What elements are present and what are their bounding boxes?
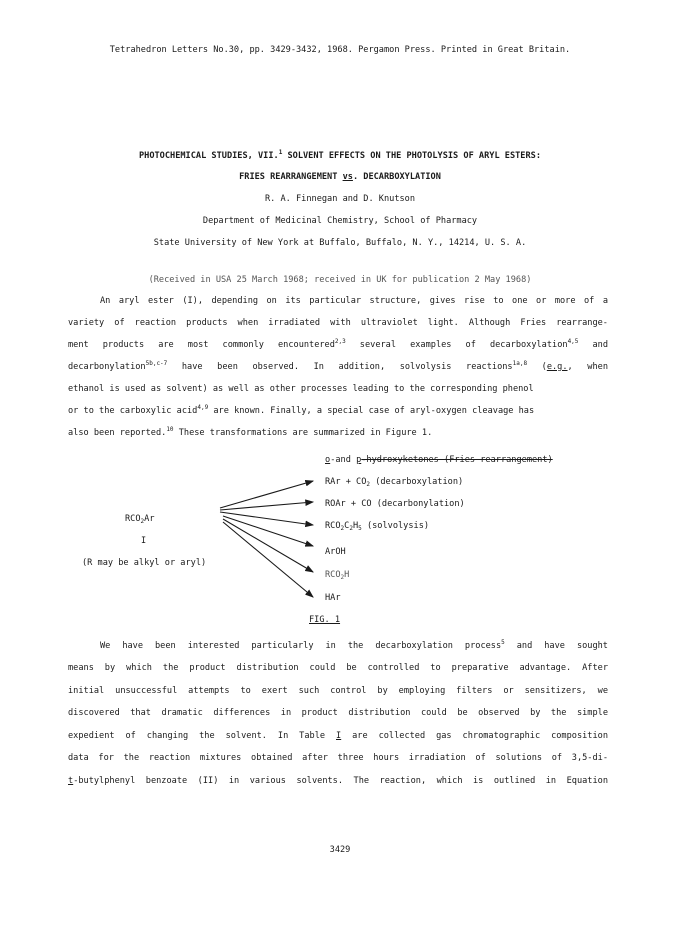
intro-line-7: also been reported.$^{10}$ These transformations are summarized in Figure 1. — [68, 426, 433, 438]
intro-line-4: decarbonylation$^{5b,c-7}$ have been observed. In addition, solvolysis reactions$^{1a,8}$ (e.g., when — [68, 360, 608, 372]
intro-line-2: variety of reaction products when irradiated with ultraviolet light. Although Fries rearrange- — [68, 318, 608, 328]
arrow-to-decarboxylation — [220, 481, 313, 508]
affiliation-line-2: State University of New York at Buffalo, Buffalo, N. Y., 14214, U. S. A. — [153, 238, 527, 248]
article-title-line-2: FRIES REARRANGEMENT vs. DECARBOXYLATION — [239, 172, 441, 182]
intro-line-3: ment products are most commonly encountered$^{2,3}$ several examples of decarboxylation$^{4,5}$ and — [68, 338, 608, 350]
product-decarbonylation: ROAr + CO (decarbonylation) — [325, 499, 465, 509]
reactant-note: (R may be alkyl or aryl) — [82, 558, 207, 568]
journal-header: Tetrahedron Letters No.30, pp. 3429-3432, 1968. Pergamon Press. Printed in Great Britain. — [109, 45, 571, 55]
body-line-2: means by which the product distribution could be controlled to preparative advantage. After — [68, 663, 608, 673]
body-line-3: initial unsuccessful attempts to exert such control by employing filters or sensitizers, we — [68, 686, 608, 696]
product-solvolysis: $RCO_2C_2H_5$ (solvolysis) — [325, 521, 430, 532]
product-decarboxylation: RAr + $CO_2$ (decarboxylation) — [325, 477, 464, 488]
reactant-label: I — [141, 536, 147, 546]
arrow-to-phenol — [223, 516, 313, 546]
article-title-line-1: PHOTOCHEMICAL STUDIES, VII.$^1$ SOLVENT EFFECTS ON THE PHOTOLYSIS OF ARYL ESTERS: — [138, 149, 542, 161]
product-phenol: ArOH — [325, 547, 346, 557]
arrow-to-acid — [223, 519, 313, 572]
body-line-6: data for the reaction mixtures obtained after three hours irradiation of solutions of 3,5-di- — [68, 753, 608, 763]
body-line-5: expedient of changing the solvent. In Table I are collected gas chromatographic composition — [68, 731, 609, 741]
reactant-formula: $RCO_2Ar$ — [125, 514, 155, 525]
reaction-arrows — [215, 470, 325, 610]
affiliation-line-1: Department of Medicinal Chemistry, School of Pharmacy — [202, 216, 478, 226]
arrow-to-decarbonylation — [220, 502, 313, 510]
received-dates: (Received in USA 25 March 1968; received in UK for publication 2 May 1968) — [148, 275, 532, 285]
figure-caption: FIG. 1 — [309, 615, 341, 625]
arrow-to-arene — [223, 522, 313, 597]
body-line-4: discovered that dramatic differences in product distribution could be observed by the simple — [68, 708, 608, 718]
authors: R. A. Finnegan and D. Knutson — [264, 194, 416, 204]
page-number: 3429 — [329, 845, 351, 855]
product-acid: $RCO_2H$ — [325, 570, 350, 581]
intro-line-1: An aryl ester (I), depending on its particular structure, gives rise to one or more of a — [100, 296, 608, 306]
intro-line-5: ethanol is used as solvent) as well as other processes leading to the corresponding phenol — [68, 384, 534, 394]
arrow-to-solvolysis — [220, 512, 313, 525]
product-fries: o-and p-hydroxyketones (Fries rearrangement) — [325, 455, 553, 465]
body-line-7: t-butylphenyl benzoate (II) in various solvents. The reaction, which is outlined in Equation — [68, 776, 608, 786]
body-line-1: We have been interested particularly in the decarboxylation process$^5$ and have sought — [100, 639, 608, 651]
intro-line-6: or to the carboxylic acid$^{4,9}$ are known. Finally, a special case of aryl-oxygen cleavage has — [68, 404, 535, 416]
product-arene: HAr — [325, 593, 341, 603]
